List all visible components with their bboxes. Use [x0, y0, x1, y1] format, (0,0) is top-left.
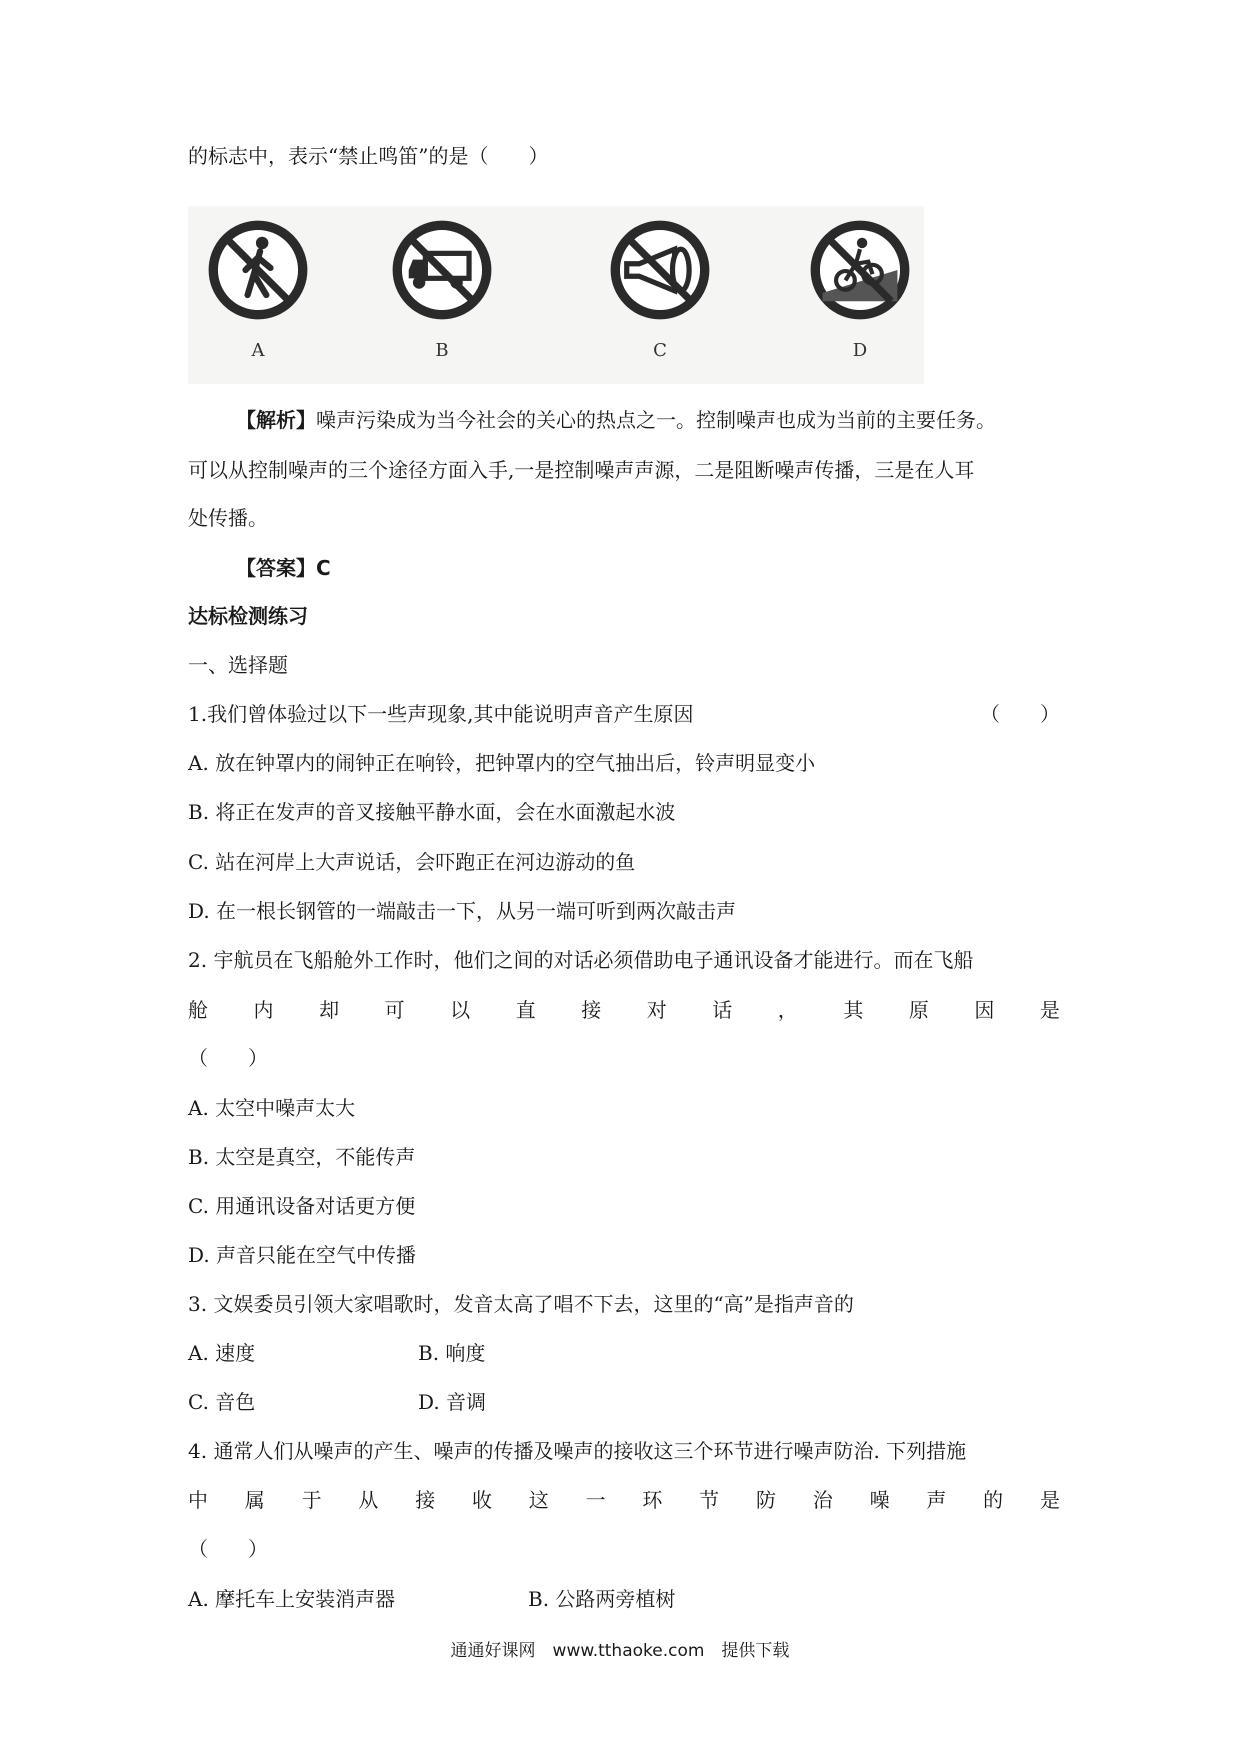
q4-char: 治	[812, 1488, 833, 1512]
part-title: 一、选择题	[188, 653, 288, 677]
sign-label-d: D	[852, 340, 868, 361]
q4-char: 这	[528, 1488, 549, 1512]
q4-char: 防	[755, 1488, 776, 1512]
q2-option-b: B. 太空是真空，不能传声	[188, 1145, 416, 1169]
q2-char: 舱	[188, 998, 208, 1022]
traffic-signs-figure	[188, 206, 924, 384]
question-2-stem-line-1: 2. 宇航员在飞船舱外工作时，他们之间的对话必须借助电子通讯设备才能进行。而在飞船	[188, 948, 974, 972]
q2-option-c: C. 用通讯设备对话更方便	[188, 1194, 416, 1218]
analysis-line-3: 处传播。	[188, 506, 268, 530]
q4-char: 一	[585, 1488, 606, 1512]
q4-char: 中	[188, 1488, 208, 1512]
q1-option-c: C. 站在河岸上大声说话，会吓跑正在河边游动的鱼	[188, 850, 636, 874]
q1-option-b: B. 将正在发声的音叉接触平静水面，会在水面激起水波	[188, 800, 676, 824]
intro-line: 的标志中，表示“禁止鸣笛”的是（ ）	[188, 144, 549, 168]
q4-char: 声	[926, 1488, 947, 1512]
q2-char: 直	[515, 998, 536, 1022]
q4-char: 从	[358, 1488, 379, 1512]
question-4-stem-line-2	[188, 1486, 1060, 1514]
sign-label-b: B	[435, 340, 449, 361]
question-2-stem-line-2	[188, 996, 1060, 1024]
q4-char: 属	[244, 1488, 265, 1512]
q2-char: 原	[908, 998, 929, 1022]
no-bicycle-icon	[808, 218, 912, 322]
no-horn-icon	[608, 218, 712, 322]
q4-char: 噪	[869, 1488, 890, 1512]
q2-char: ，	[777, 998, 798, 1022]
analysis-line-2: 可以从控制噪声的三个途径方面入手,一是控制噪声声源，二是阻断噪声传播，三是在人耳	[188, 458, 975, 482]
answer-value: C	[316, 556, 331, 580]
q2-char: 其	[843, 998, 864, 1022]
sign-label-a: A	[251, 340, 265, 361]
no-pedestrian-icon	[206, 218, 310, 322]
q2-char: 内	[253, 998, 274, 1022]
q4-char: 的	[983, 1488, 1004, 1512]
q4-option-a: A. 摩托车上安装消声器	[188, 1587, 396, 1611]
q2-char: 却	[319, 998, 340, 1022]
q3-option-b: B. 响度	[418, 1341, 486, 1365]
q4-char: 环	[642, 1488, 663, 1512]
q2-char: 接	[581, 998, 602, 1022]
q1-option-d: D. 在一根长钢管的一端敲击一下，从另一端可听到两次敲击声	[188, 899, 737, 923]
q4-option-b: B. 公路两旁植树	[528, 1587, 676, 1611]
q1-option-a: A. 放在钟罩内的闹钟正在响铃，把钟罩内的空气抽出后，铃声明显变小	[188, 751, 816, 775]
no-truck-icon	[390, 218, 494, 322]
question-1-text: 1.我们曾体验过以下一些声现象,其中能说明声音产生原因	[188, 702, 694, 726]
question-1-stem	[188, 700, 1060, 728]
question-1-bracket: （ ）	[980, 702, 1060, 726]
page-footer: 通通好课网 www.tthaoke.com 提供下载	[450, 1641, 790, 1661]
q3-options-row-2	[188, 1388, 487, 1416]
q4-char: 收	[471, 1488, 492, 1512]
q3-option-d: D. 音调	[418, 1390, 487, 1414]
q2-option-d: D. 声音只能在空气中传播	[188, 1243, 417, 1267]
analysis-tag: 【解析】	[236, 408, 316, 432]
q3-options-row-1	[188, 1339, 486, 1367]
q2-char: 对	[646, 998, 667, 1022]
q2-char: 是	[1039, 998, 1060, 1022]
section-title: 达标检测练习	[188, 604, 308, 628]
q4-options-row	[188, 1585, 676, 1613]
q2-char: 可	[384, 998, 405, 1022]
analysis-line-1	[236, 406, 996, 434]
q4-char: 节	[699, 1488, 720, 1512]
question-4-stem-line-1: 4. 通常人们从噪声的产生、噪声的传播及噪声的接收这三个环节进行噪声防治. 下列措施	[188, 1439, 967, 1463]
analysis-text-1: 噪声污染成为当今社会的关心的热点之一。控制噪声也成为当前的主要任务。	[316, 408, 996, 432]
q3-option-c: C. 音色	[188, 1390, 256, 1414]
q2-char: 话	[712, 998, 733, 1022]
q4-char: 于	[301, 1488, 322, 1512]
q4-char: 是	[1039, 1488, 1060, 1512]
sign-label-c: C	[653, 340, 667, 361]
q3-option-a: A. 速度	[188, 1341, 256, 1365]
q4-char: 接	[415, 1488, 436, 1512]
q2-option-a: A. 太空中噪声太大	[188, 1096, 356, 1120]
answer-line	[236, 554, 331, 582]
question-4-bracket: （ ）	[188, 1537, 268, 1561]
question-2-bracket: （ ）	[188, 1046, 268, 1070]
answer-tag: 【答案】	[236, 556, 316, 580]
q2-char: 以	[450, 998, 471, 1022]
question-3-stem: 3. 文娱委员引领大家唱歌时，发音太高了唱不下去，这里的“高”是指声音的	[188, 1292, 854, 1316]
q2-char: 因	[974, 998, 995, 1022]
